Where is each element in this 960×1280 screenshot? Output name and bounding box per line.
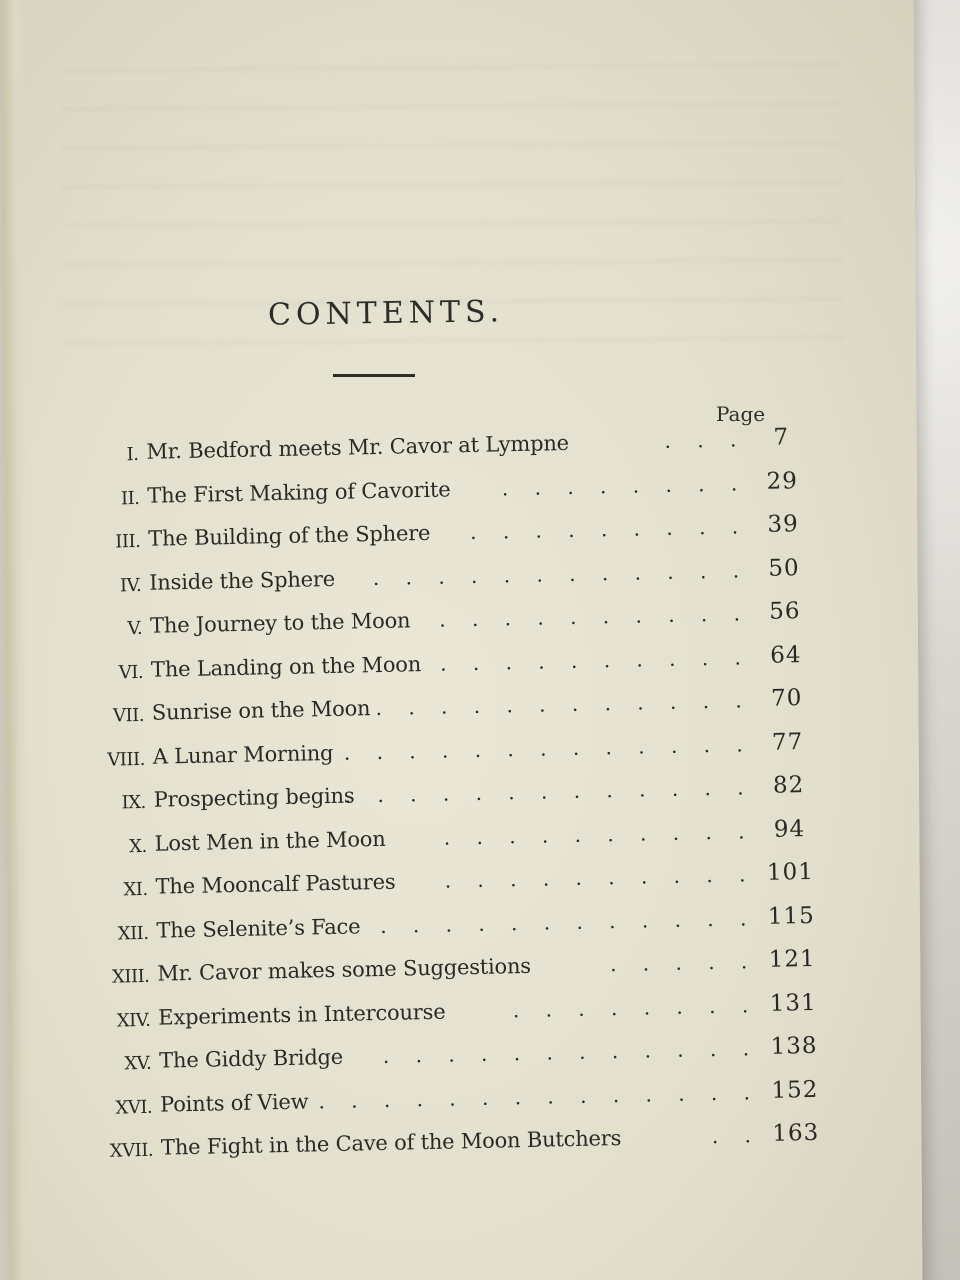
page-number: 29 xyxy=(766,467,799,495)
chapter-number: VI. xyxy=(118,661,144,683)
page-number: 101 xyxy=(766,858,815,886)
page-number: 82 xyxy=(772,772,805,799)
table-of-contents xyxy=(40,416,825,1171)
chapter-title: Mr. Cavor makes some Suggestions xyxy=(157,953,532,986)
chapter-title: Prospecting begins xyxy=(153,783,355,812)
leader-dots: . . . . . . . . . . . . . . xyxy=(318,1079,761,1113)
chapter-number: X. xyxy=(128,835,147,857)
page-number: 77 xyxy=(771,728,804,756)
chapter-number: IX. xyxy=(121,791,146,814)
leader-dots: . . . . . . . . xyxy=(512,992,759,1022)
chapter-title: The First Making of Cavorite xyxy=(147,476,451,508)
page-number: 7 xyxy=(773,424,790,451)
chapter-number: XI. xyxy=(123,878,148,901)
chapter-title: Mr. Bedford meets Mr. Cavor at Lympne xyxy=(146,430,570,464)
page-number: 152 xyxy=(771,1076,819,1104)
chapter-number: XIII. xyxy=(111,965,150,988)
chapter-title: A Lunar Morning xyxy=(152,740,334,769)
leader-dots: . . . . . . . . . . . . xyxy=(375,688,753,721)
chapter-title: Points of View xyxy=(159,1089,309,1117)
chapter-number: XV. xyxy=(124,1052,152,1075)
chapter-number: V. xyxy=(127,617,143,640)
chapter-title: The Journey to the Moon xyxy=(149,608,411,638)
chapter-number: II. xyxy=(120,487,140,509)
chapter-title: The Fight in the Cave of the Moon Butchers xyxy=(160,1125,622,1160)
page-number: 94 xyxy=(773,815,806,843)
page-number: 138 xyxy=(770,1032,818,1060)
page-number: 115 xyxy=(767,902,816,930)
title-rule xyxy=(333,374,415,377)
leader-dots: . . . . . . . . . xyxy=(469,514,749,545)
page-column-label: Page xyxy=(716,402,766,426)
chapter-title: Lost Men in the Moon xyxy=(154,826,386,856)
page-number: 70 xyxy=(770,685,803,712)
leader-dots: . . . xyxy=(664,427,747,453)
chapter-number: XII. xyxy=(117,922,149,944)
chapter-number: VIII. xyxy=(107,748,146,771)
page-number: 50 xyxy=(768,554,800,582)
leader-dots: . . . . . . . . . . . . . xyxy=(343,731,753,765)
chapter-number: I. xyxy=(126,443,139,466)
chapter-number: IV. xyxy=(119,574,142,596)
chapter-title: Sunrise on the Moon xyxy=(151,696,371,725)
leader-dots: . . . . . . . . . . . . . xyxy=(344,775,754,808)
page-number: 64 xyxy=(769,641,802,669)
leader-dots: . . . . . . . . . . xyxy=(444,862,756,893)
leader-dots: . . . . . . . . . . xyxy=(443,818,755,850)
leader-dots: . . . . . . . . . . xyxy=(439,644,752,676)
page-gutter-edge xyxy=(1,0,32,1280)
leader-dots: . . xyxy=(711,1123,762,1149)
chapter-title: The Building of the Sphere xyxy=(148,520,431,551)
leader-dots: . . . . . . . . . . . . xyxy=(379,905,757,938)
leader-dots: . . . . . . . . . . . . xyxy=(372,557,750,590)
page-number: 131 xyxy=(769,989,817,1017)
page-number: 121 xyxy=(768,945,816,973)
chapter-number: XVI. xyxy=(115,1096,153,1119)
leader-dots: . . . . . . . . . . . . xyxy=(382,1036,760,1068)
chapter-title: Experiments in Intercourse xyxy=(158,999,446,1030)
chapter-title: The Giddy Bridge xyxy=(158,1044,344,1073)
page-number: 163 xyxy=(772,1119,820,1147)
chapter-title: The Mooncalf Pastures xyxy=(155,869,396,899)
page-title: CONTENTS. xyxy=(267,294,505,333)
chapter-number: VII. xyxy=(112,704,145,727)
leader-dots: . . . . . . . . xyxy=(501,470,748,500)
chapter-title: The Selenite’s Face xyxy=(156,913,361,943)
chapter-number: XIV. xyxy=(116,1009,151,1032)
page-number: 56 xyxy=(769,598,801,625)
chapter-number: XVII. xyxy=(109,1139,154,1162)
chapter-number: III. xyxy=(115,530,141,553)
chapter-title: The Landing on the Moon xyxy=(150,651,422,682)
leader-dots: . . . . . . . . . . xyxy=(438,601,751,632)
leader-dots: . . . . . xyxy=(609,949,758,977)
chapter-title: Inside the Sphere xyxy=(148,566,336,595)
page-number: 39 xyxy=(767,511,800,538)
